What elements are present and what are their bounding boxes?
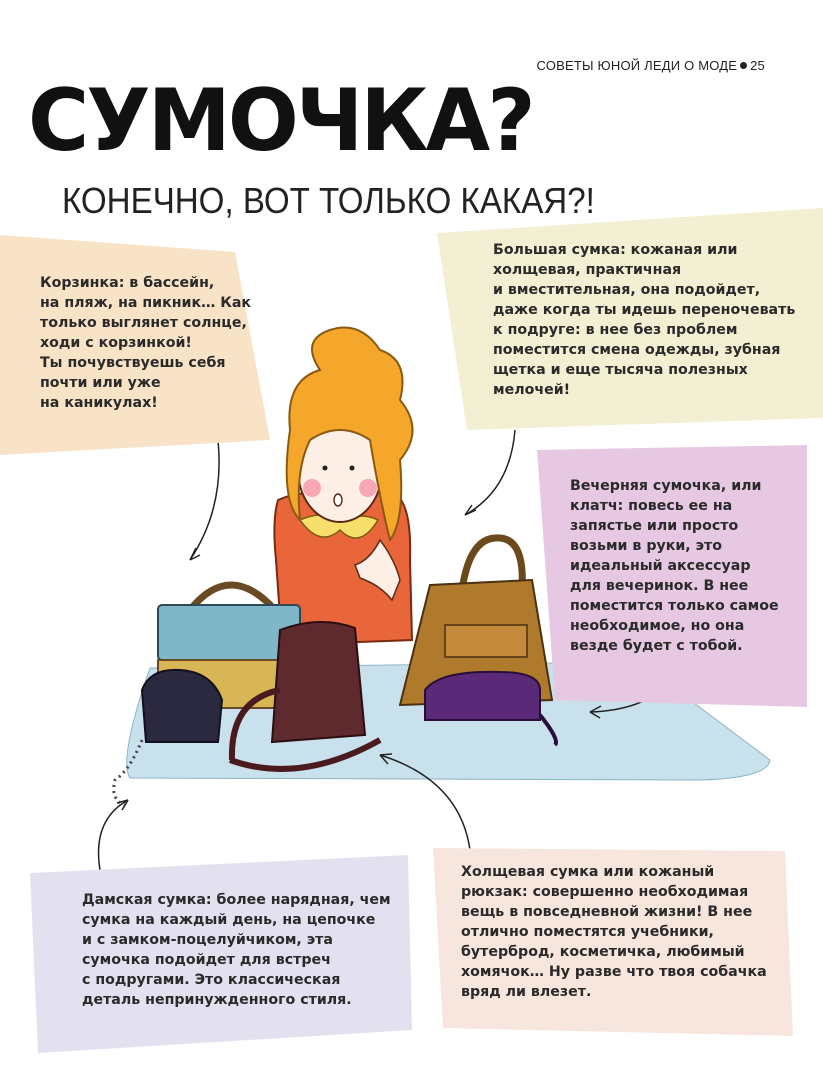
page-subtitle: КОНЕЧНО, ВОТ ТОЛЬКО КАКАЯ?! [62,180,595,221]
backpack-text: Холщевая сумка или кожаный рюкзак: совершенно необходимая вещь в повседневной жизни! В нее отлично поместятся учебники, бутерброд, косметичка, любимый хомячок… Ну разве что твоя собачка вряд ли влезет. [461,864,767,1000]
clutch-text: Вечерняя сумочка, или клатч: повесь ее на запястье или просто возьми в руки, это идеальный аксессуар для вечеринок. В нее поместится только самое необходимое, но она везде будет с тобой. [570,478,779,654]
arrow-tote [465,430,515,515]
lady-bag-text: Дамская сумка: более нарядная, чем сумка на каждый день, на цепочке и с замком-поцелуйчиком, эта сумочка подойдет для встреч с подругами. Это классическая деталь непринужденного стиля. [82,892,391,1008]
lady-bag-info-box [30,855,420,1055]
section-title: СОВЕТЫ ЮНОЙ ЛЕДИ О МОДЕ [536,58,738,73]
page-title: СУМОЧКА? [28,71,533,171]
page-number: 25 [750,58,765,73]
clutch-info-box [537,445,823,710]
big-bag-text: Большая сумка: кожаная или холщевая, практичная и вместительная, она подойдет, даже когда ты идешь переночевать к подруге: в нее без проблем поместится смена одежды, зубная щетка и еще тысяча полезных мелочей! [493,242,796,398]
backpack-info-box [433,848,823,1040]
big-bag-info-box [437,208,823,433]
basket-info-box [0,230,275,460]
basket-text: Корзинка: в бассейн, на пляж, на пикник… Как только выглянет солнце, ходи с корзинкой! Ты почувствуешь себя почти или уже на каникулах! [40,275,252,411]
